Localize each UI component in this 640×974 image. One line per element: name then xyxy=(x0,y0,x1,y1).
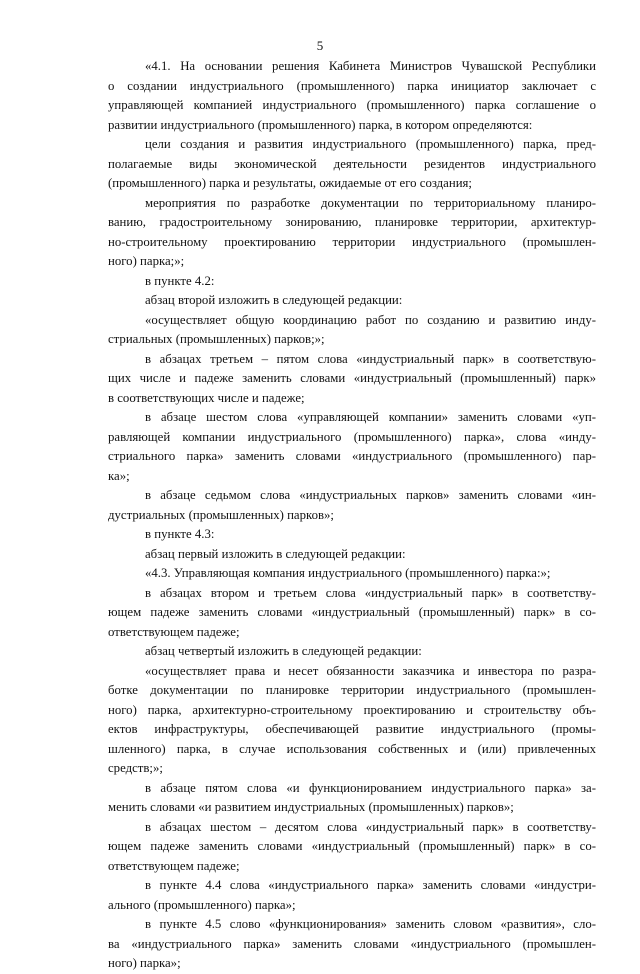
text-line: ющем падеже заменить словами «индустриальный (промышленный) парк» в со- xyxy=(108,839,596,853)
text-line: о создании индустриального (промышленного) парка инициатор заключает с xyxy=(108,78,596,93)
text-line: стриальных (промышленных) парков;»; xyxy=(108,332,325,346)
text-line: в абзацах втором и третьем слова «индустриальный парк» в соответству- xyxy=(145,585,596,600)
text-line: ного) парка, архитектурно-строительному проектированию и строительству объ- xyxy=(108,702,596,717)
text-line: ка»; xyxy=(108,468,130,483)
text-line: ответствующем падеже; xyxy=(108,624,240,639)
text-line: щих числе и падеже заменить словами «индустриальный (промышленный) парк» xyxy=(108,371,596,385)
text-line: полагаемые виды экономической деятельности резидентов индустриального xyxy=(108,156,596,171)
text-line: абзац второй изложить в следующей редакции: xyxy=(145,293,403,307)
text-line: в абзацах третьем – пятом слова «индустриальный парк» в соответствую- xyxy=(145,351,596,366)
text-line: в абзаце шестом слова «управляющей компании» заменить словами «уп- xyxy=(145,410,596,424)
text-line: в абзацах шестом – десятом слова «индустриальный парк» в соответству- xyxy=(145,819,596,834)
text-line: ного) парка»; xyxy=(108,956,181,970)
text-line: в соответствующих числе и падеже; xyxy=(108,390,305,405)
text-line: развитии индустриального (промышленного) парка, в котором определяются: xyxy=(108,117,533,132)
text-line: ектов инфраструктуры, обеспечивающей развитие индустриального (промы- xyxy=(108,722,596,736)
text-line: ва «индустриального парка» заменить словами «индустриального (промышлен- xyxy=(108,936,596,951)
text-line: в пункте 4.5 слово «функционирования» заменить словом «развития», сло- xyxy=(145,917,596,931)
text-line: абзац первый изложить в следующей редакции: xyxy=(145,546,406,561)
text-line: в пункте 4.2: xyxy=(145,273,215,288)
text-line: ющем падеже заменить словами «индустриальный (промышленный) парк» в со- xyxy=(108,605,596,619)
text-line: «4.1. На основании решения Кабинета Министров Чувашской Республики xyxy=(145,59,596,73)
page-number: 5 xyxy=(316,38,324,53)
text-line: менить словами «и развитием индустриальных (промышленных) парков»; xyxy=(108,800,514,814)
text-line: «4.3. Управляющая компания индустриального (промышленного) парка:»; xyxy=(145,566,551,580)
text-line: равляющей компании индустриального (промышленного) парка», слова «инду- xyxy=(108,429,596,444)
text-line: ного) парка;»; xyxy=(108,254,185,268)
text-line: ального (промышленного) парка»; xyxy=(108,897,296,912)
text-line: в пункте 4.4 слова «индустриального парка» заменить словами «индустри- xyxy=(145,878,596,892)
text-line: но-строительному проектированию территории индустриального (промышлен- xyxy=(108,234,596,249)
text-line: ответствующем падеже; xyxy=(108,858,240,873)
text-line: мероприятия по разработке документации по территориальному планиро- xyxy=(145,195,596,210)
text-line: «осуществляет права и несет обязанности заказчика и инвестора по разра- xyxy=(145,663,596,678)
text-line: стриального парка» заменить словами «индустриального (промышленного) пар- xyxy=(108,449,596,463)
text-line: шленного) парка, в случае использования собственных и (или) привлеченных xyxy=(108,741,596,756)
text-line: «осуществляет общую координацию работ по созданию и развитию инду- xyxy=(145,312,596,327)
text-line: управляющей компанией индустриального (промышленного) парка соглашение о xyxy=(108,98,596,112)
text-line: абзац четвертый изложить в следующей редакции: xyxy=(145,644,422,658)
text-line: в абзаце седьмом слова «индустриальных парков» заменить словами «ин- xyxy=(145,488,596,502)
text-line: средств;»; xyxy=(108,761,163,775)
text-line: в пункте 4.3: xyxy=(145,527,215,541)
text-line: ботке документации по планировке территории индустриального (промышлен- xyxy=(108,683,596,697)
text-line: в абзаце пятом слова «и функционированием индустриального парка» за- xyxy=(145,780,596,795)
text-line: цели создания и развития индустриального (промышленного) парка, пред- xyxy=(145,137,596,151)
document-body xyxy=(108,57,596,974)
text-line: ванию, градостроительному зонированию, планировке территории, архитектур- xyxy=(108,215,596,229)
text-line: (промышленного) парка и результаты, ожидаемые от его создания; xyxy=(108,176,472,190)
text-line: дустриальных (промышленных) парков»; xyxy=(108,507,334,522)
